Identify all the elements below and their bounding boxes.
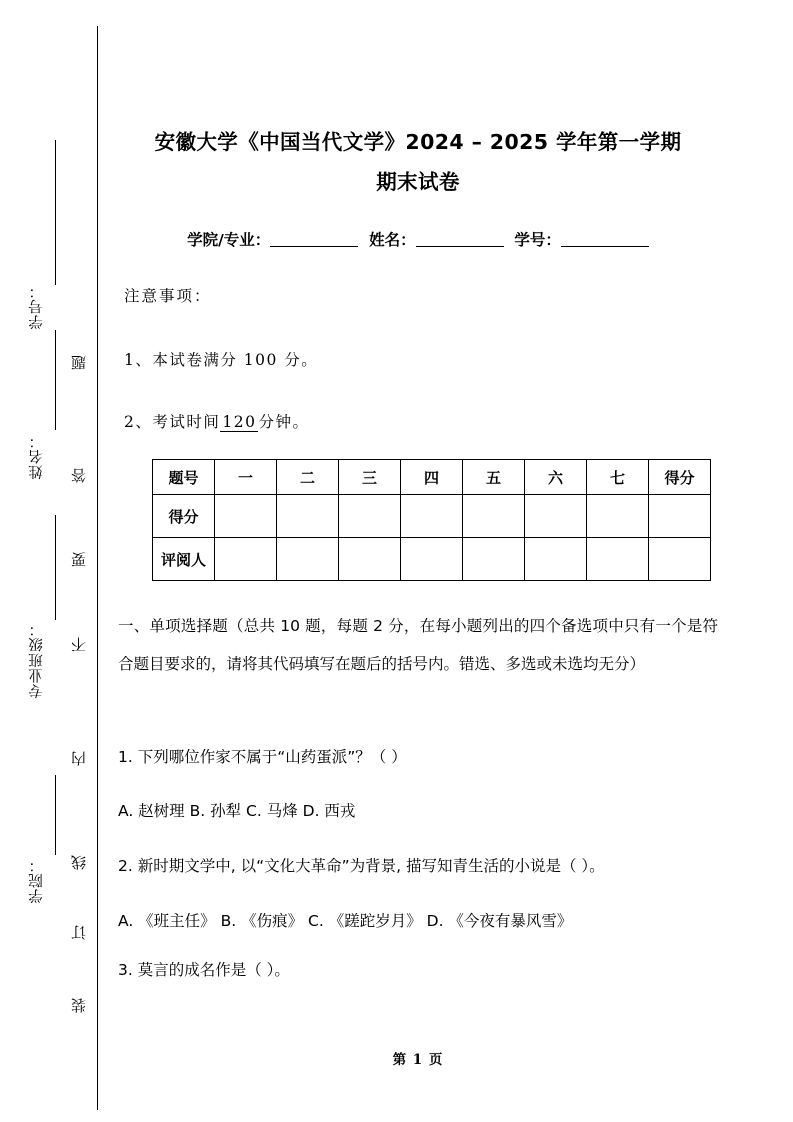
student-id-blank[interactable]	[561, 246, 649, 247]
score-cell[interactable]	[339, 495, 401, 538]
seal-char-bu: 不	[70, 637, 88, 652]
notes-item-2-prefix: 2、考试时间	[124, 413, 221, 431]
score-table-header-cell: 二	[277, 460, 339, 495]
name-label: 姓名：	[369, 231, 416, 249]
score-cell[interactable]	[649, 495, 711, 538]
binding-seal-vertical-line	[97, 26, 98, 1110]
notes-item-2-suffix: 分钟。	[258, 413, 310, 431]
question-2-options[interactable]: A. 《班主任》 B. 《伤痕》 C. 《蹉跎岁月》 D. 《今夜有暴风雪》	[118, 912, 573, 930]
student-info-row	[118, 228, 718, 250]
score-table-header-cell: 一	[215, 460, 277, 495]
score-cell[interactable]	[277, 495, 339, 538]
exam-paper-body	[118, 0, 718, 1122]
seal-char-yao: 要	[70, 552, 88, 567]
score-table-header-cell: 五	[463, 460, 525, 495]
notes-item-2	[124, 410, 309, 432]
score-table-header-cell: 题号	[153, 460, 215, 495]
exam-title-line-2: 期末试卷	[376, 170, 460, 194]
question-1-options[interactable]: A. 赵树理 B. 孙犁 C. 马烽 D. 西戎	[118, 802, 356, 820]
score-cell[interactable]	[525, 495, 587, 538]
reviewer-cell[interactable]	[339, 538, 401, 581]
reviewer-cell[interactable]	[525, 538, 587, 581]
margin-label-major-class: 专业班级：	[29, 621, 45, 699]
score-cell[interactable]	[587, 495, 649, 538]
table-row	[153, 495, 711, 538]
binding-divider-segment-1	[55, 140, 56, 285]
binding-divider-segment-4	[55, 775, 56, 855]
section-one-instructions: 一、单项选择题（总共 10 题，每题 2 分，在每小题列出的四个备选项中只有一个是符合题目要求的，请将其代码填写在题后的括号内。错选、多选或未选均无分）	[118, 617, 718, 673]
score-table-header-cell: 得分	[649, 460, 711, 495]
binding-divider-segment-3	[55, 515, 56, 620]
seal-char-nei: 内	[70, 751, 88, 766]
table-row	[153, 538, 711, 581]
score-table	[152, 459, 711, 581]
score-table-header-cell: 三	[339, 460, 401, 495]
score-cell[interactable]	[463, 495, 525, 538]
score-row-label: 得分	[153, 495, 215, 538]
score-cell[interactable]	[401, 495, 463, 538]
score-cell[interactable]	[215, 495, 277, 538]
department-major-blank[interactable]	[270, 246, 358, 247]
department-major-label: 学院/专业：	[187, 231, 271, 249]
page-footer: 第 1 页	[392, 1052, 444, 1068]
table-row-header	[153, 460, 711, 495]
page-title	[118, 122, 718, 202]
seal-char-xian: 线	[70, 855, 88, 870]
reviewer-cell[interactable]	[277, 538, 339, 581]
score-table-header-cell: 四	[401, 460, 463, 495]
reviewer-cell[interactable]	[401, 538, 463, 581]
reviewer-cell[interactable]	[215, 538, 277, 581]
notes-heading: 注意事项：	[124, 287, 212, 305]
margin-label-name: 姓名：	[29, 433, 45, 480]
question-1-stem: 1. 下列哪位作家不属于“山药蛋派”？（ ）	[118, 748, 407, 766]
seal-char-ti: 题	[70, 355, 88, 370]
reviewer-cell[interactable]	[463, 538, 525, 581]
seal-char-da: 答	[70, 468, 88, 483]
notes-item-1: 1、本试卷满分 100 分。	[124, 351, 319, 369]
binding-divider-segment-2	[55, 330, 56, 430]
margin-label-student-id: 学号：	[29, 283, 45, 330]
question-2-stem: 2. 新时期文学中, 以“文化大革命”为背景, 描写知青生活的小说是（ ）。	[118, 857, 605, 875]
student-id-label: 学号：	[514, 231, 561, 249]
seal-char-zhuang: 装	[70, 998, 88, 1013]
margin-label-department: 学院：	[29, 857, 45, 904]
question-3-stem: 3. 莫言的成名作是（ ）。	[118, 961, 290, 979]
exam-title-line-1: 安徽大学《中国当代文学》2024 – 2025 学年第一学期	[154, 130, 682, 154]
reviewer-cell[interactable]	[649, 538, 711, 581]
name-blank[interactable]	[416, 246, 504, 247]
seal-char-ding: 订	[70, 925, 88, 940]
reviewer-cell[interactable]	[587, 538, 649, 581]
score-table-header-cell: 七	[587, 460, 649, 495]
reviewer-row-label: 评阅人	[153, 538, 215, 581]
exam-duration-value: 120	[222, 413, 257, 431]
score-table-header-cell: 六	[525, 460, 587, 495]
binding-margin	[0, 0, 110, 1122]
